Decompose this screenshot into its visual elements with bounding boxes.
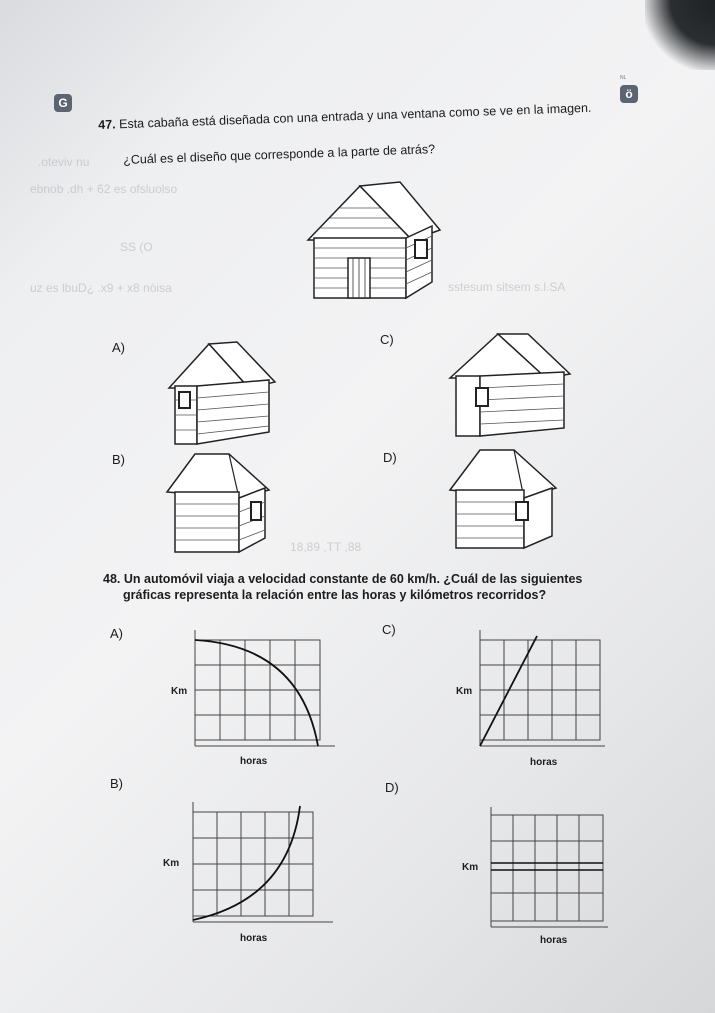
q48-option-a-label[interactable]: A) — [110, 626, 123, 641]
q48-option-c-label[interactable]: C) — [382, 622, 396, 637]
graph-b-x-label: horas — [240, 933, 268, 944]
cabin-option-a-drawing[interactable] — [165, 340, 280, 450]
bleed-through-text: sstesum sitsem s.l.SA — [448, 280, 566, 294]
question-48-text: Un automóvil viaja a velocidad constante de 60 km/h. ¿Cuál de las siguientes — [123, 572, 583, 586]
school-logo-left: G — [54, 94, 72, 112]
question-48-number: 48. — [103, 572, 121, 586]
logo-right-caption: NL — [620, 75, 627, 81]
graph-option-d[interactable] — [486, 805, 611, 935]
graph-c-y-label: Km — [456, 686, 473, 697]
question-47-line-1 — [98, 101, 592, 133]
bleed-through-text: .oteviv nu — [38, 155, 90, 169]
graph-a-x-label: horas — [240, 756, 268, 767]
q48-option-d-label[interactable]: D) — [385, 780, 399, 795]
q47-option-b-label[interactable]: B) — [112, 452, 125, 467]
cabin-option-c-drawing[interactable] — [448, 332, 573, 444]
q47-option-a-label[interactable]: A) — [112, 340, 125, 355]
bleed-through-text: uz es lbuD¿ .x9 + x8 nòisa — [30, 281, 172, 295]
question-48-line-1 — [103, 572, 582, 587]
q48-option-b-label[interactable]: B) — [110, 776, 123, 791]
cabin-option-b-drawing[interactable] — [165, 452, 280, 557]
graph-b-y-label: Km — [163, 858, 180, 869]
question-47-number: 47. — [98, 117, 116, 132]
question-48-line-2: gráficas representa la relación entre las horas y kilómetros recorridos? — [123, 588, 547, 602]
graph-c-x-label: horas — [530, 757, 558, 768]
question-47-line-2: ¿Cuál es el diseño que corresponde a la parte de atrás? — [123, 142, 436, 167]
graph-d-y-label: Km — [462, 862, 479, 873]
question-47-text: Esta cabaña está diseñada con una entrada y una ventana como se ve en la imagen. — [118, 100, 592, 132]
school-logo-right: ö — [620, 85, 638, 103]
bleed-through-text: SS (O — [120, 240, 153, 254]
q47-option-c-label[interactable]: C) — [380, 332, 394, 347]
graph-a-y-label: Km — [171, 686, 188, 697]
q47-option-d-label[interactable]: D) — [383, 450, 397, 465]
bleed-through-text: 18,89 ,TT ,88 — [290, 540, 362, 554]
graph-d-x-label: horas — [540, 935, 568, 946]
graph-option-b[interactable] — [188, 800, 338, 930]
graph-option-c[interactable] — [475, 628, 610, 753]
cabin-option-d-drawing[interactable] — [448, 448, 563, 553]
photo-background-corner — [645, 0, 715, 70]
bleed-through-text: ebnob .dh + 62 es ofsluolso — [30, 182, 178, 196]
graph-option-a[interactable] — [190, 628, 340, 753]
cabin-front-drawing — [300, 178, 445, 303]
